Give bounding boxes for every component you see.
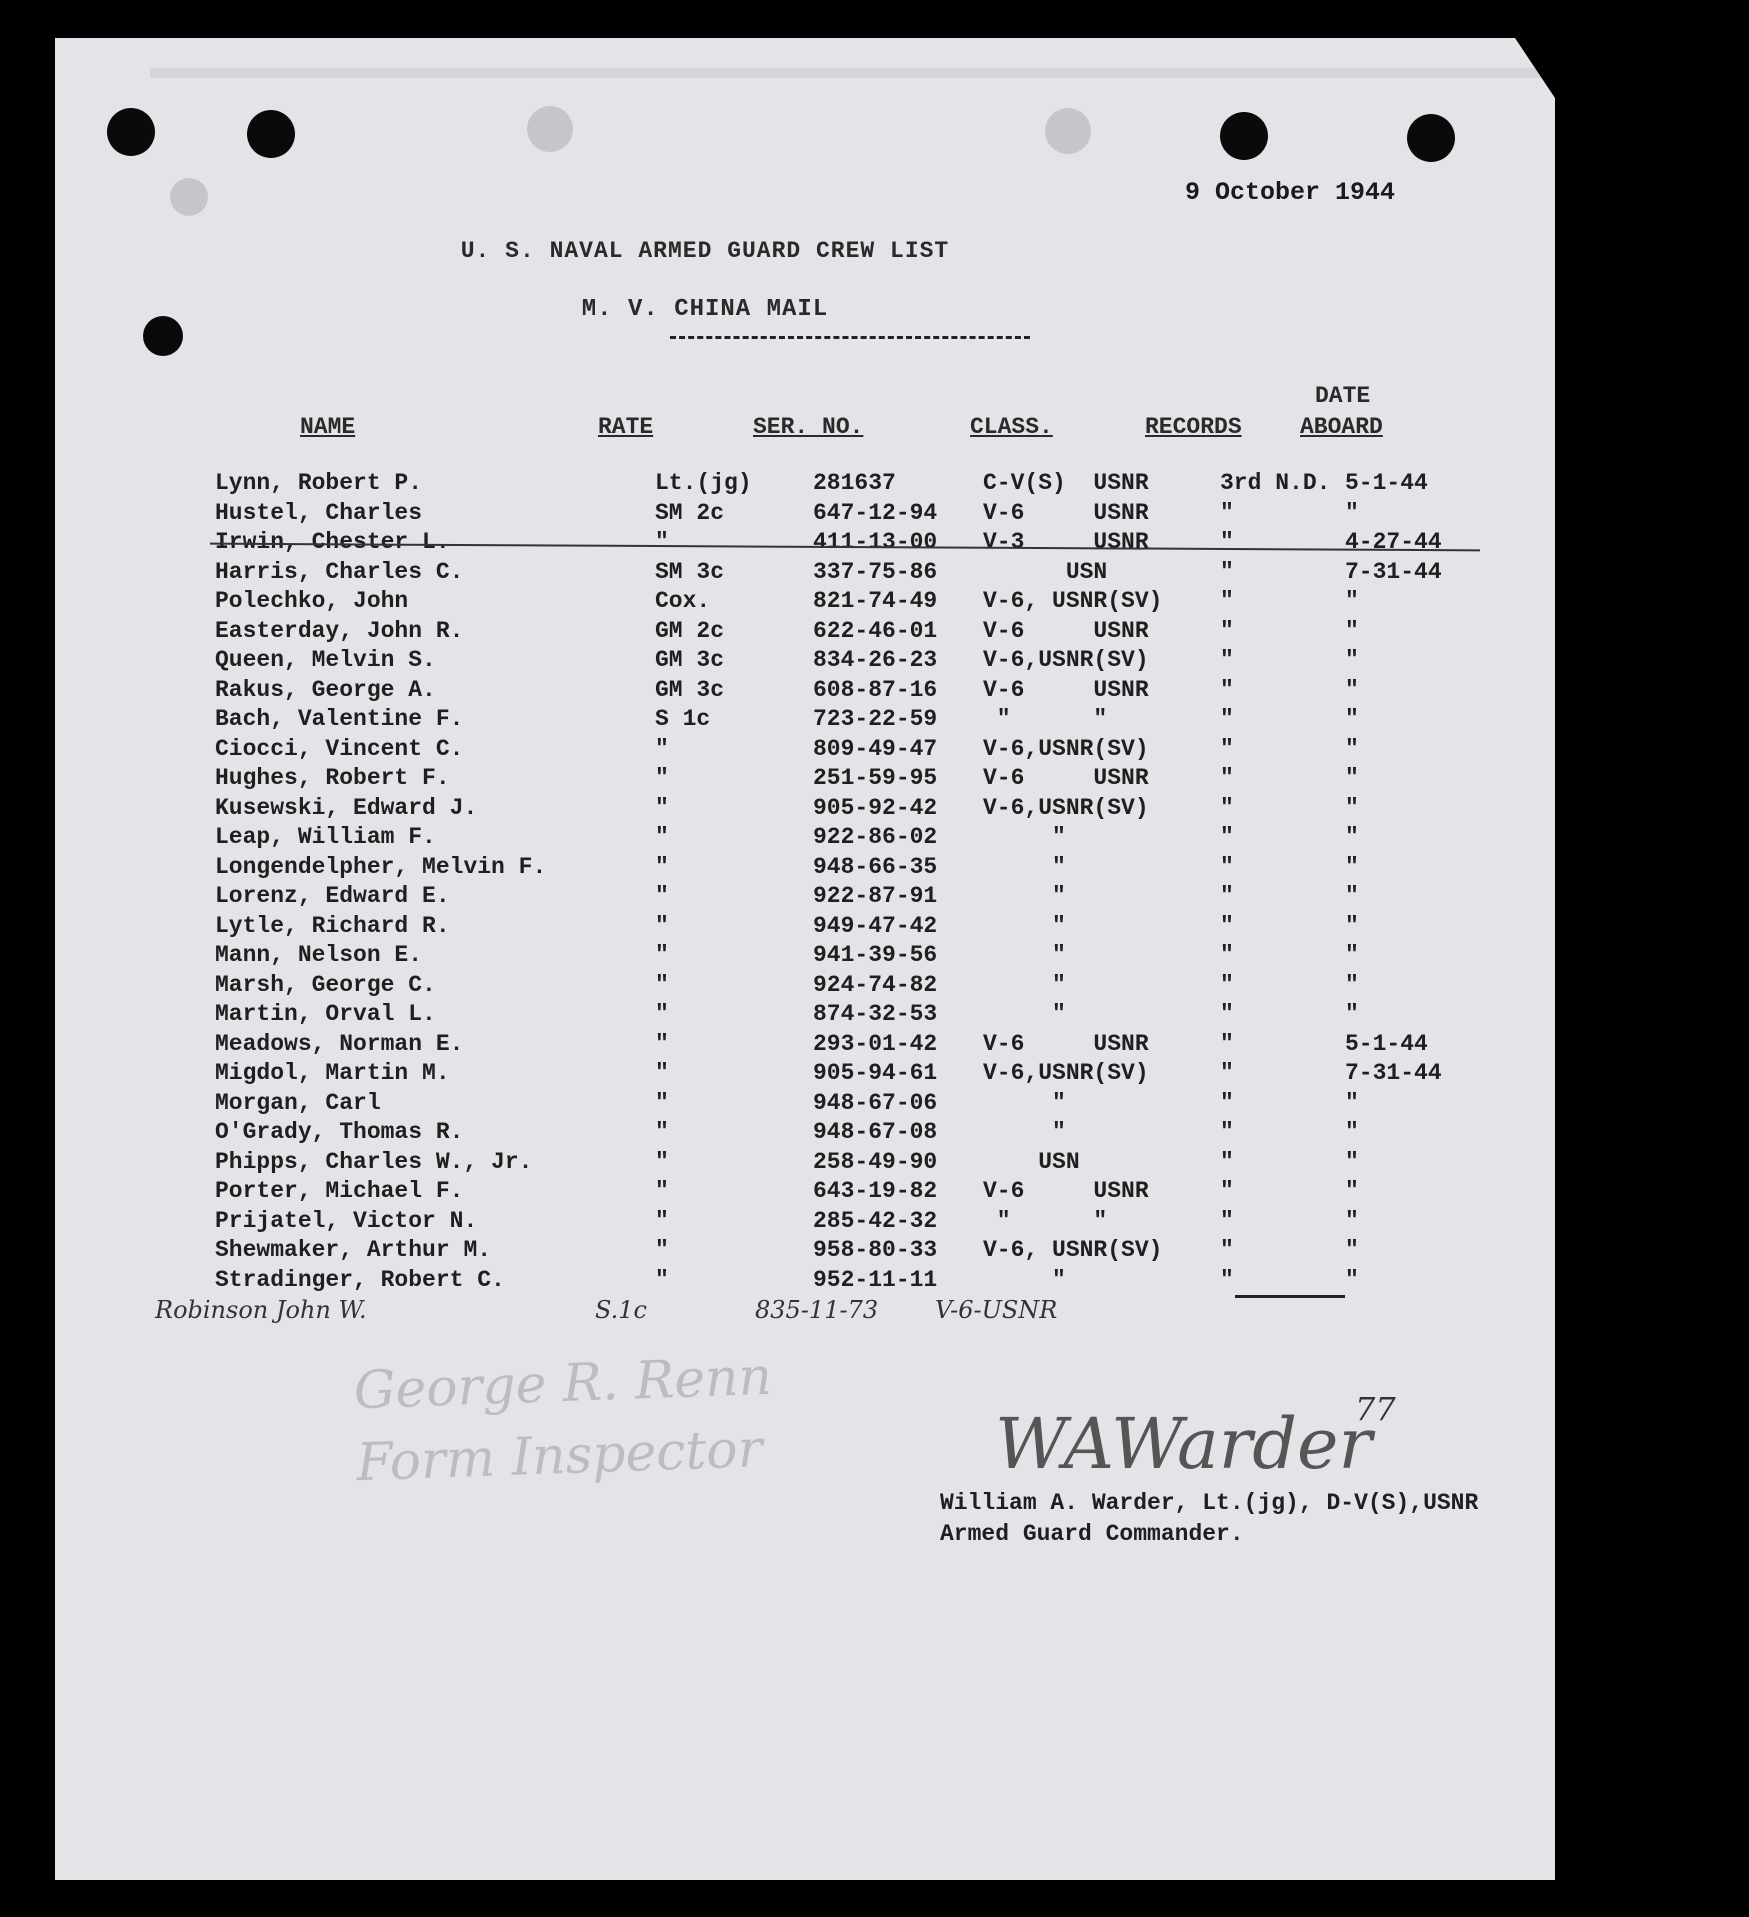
crew-ser-no: 834-26-23 [813, 647, 938, 673]
crew-ser-no: 922-86-02 [813, 824, 938, 850]
crew-rate: " [655, 1148, 669, 1175]
crew-name: Mann, Nelson E. [215, 942, 423, 968]
crew-date-aboard: 4-27-44 [1345, 529, 1442, 555]
table-row [55, 618, 1555, 648]
table-row [55, 1237, 1555, 1267]
crew-date-aboard: " [1345, 1237, 1359, 1263]
punch-hole [1220, 112, 1268, 160]
crew-rate: GM 3c [655, 676, 725, 703]
crew-class: " [983, 824, 1066, 850]
crew-class: V-6,USNR(SV) [983, 647, 1149, 673]
crew-date-aboard: " [1345, 912, 1359, 939]
crew-name: Meadows, Norman E. [215, 1030, 464, 1057]
document-date: 9 October 1944 [1185, 178, 1396, 207]
handwritten-ser-no: 835-11-73 [755, 1296, 879, 1324]
crew-rate: " [655, 912, 669, 939]
faint-punch-hole [1045, 108, 1091, 154]
crew-date-aboard: " [1345, 499, 1359, 526]
table-row [55, 942, 1555, 972]
header-ser-no: SER. NO. [753, 414, 864, 440]
crew-rate: " [655, 1237, 669, 1263]
table-row [55, 1119, 1555, 1149]
handwritten-class: V-6-USNR [935, 1296, 1058, 1324]
crew-class: " " [983, 1207, 1108, 1234]
crew-rate: SM 2c [655, 499, 725, 526]
crew-class: " [983, 912, 1066, 939]
crew-ser-no: 949-47-42 [813, 912, 938, 939]
crew-ser-no: 251-59-95 [813, 765, 938, 791]
crew-class: " [983, 1001, 1066, 1027]
crew-date-aboard: 5-1-44 [1345, 1030, 1428, 1057]
crew-records: " [1220, 499, 1234, 526]
crew-date-aboard: 7-31-44 [1345, 1060, 1442, 1086]
crew-class: V-6 USNR [983, 1178, 1149, 1204]
crew-records: " [1220, 1266, 1234, 1293]
crew-records: " [1220, 1030, 1234, 1057]
crew-records: " [1220, 1178, 1234, 1204]
crew-date-aboard: " [1345, 942, 1359, 968]
crew-class: " [983, 853, 1066, 880]
crew-date-aboard: " [1345, 883, 1359, 909]
crew-ser-no: 821-74-49 [813, 588, 938, 614]
handwritten-name: Robinson John W. [155, 1296, 367, 1324]
crew-rate: GM 3c [655, 647, 725, 673]
crew-ser-no: 258-49-90 [813, 1148, 938, 1175]
crew-date-aboard: " [1345, 617, 1359, 644]
crew-name: O'Grady, Thomas R. [215, 1119, 464, 1145]
crew-ser-no: 874-32-53 [813, 1001, 938, 1027]
crew-name: Ciocci, Vincent C. [215, 735, 464, 762]
crew-rate: " [655, 1178, 669, 1204]
crew-ser-no: 643-19-82 [813, 1178, 938, 1204]
header-records: RECORDS [1145, 414, 1242, 440]
crew-rate: " [655, 1119, 669, 1145]
crew-date-aboard: " [1345, 1178, 1359, 1204]
crew-date-aboard: " [1345, 706, 1359, 732]
crew-rate: SM 3c [655, 558, 725, 585]
crew-rate: " [655, 529, 669, 555]
records-dash-line [1235, 1295, 1345, 1298]
paper-top-strip [150, 68, 1555, 78]
crew-date-aboard: " [1345, 1001, 1359, 1027]
crew-class: " [983, 883, 1066, 909]
crew-records: " [1220, 706, 1234, 732]
crew-ser-no: 647-12-94 [813, 499, 938, 526]
crew-rate: " [655, 883, 669, 909]
table-row [55, 1267, 1555, 1297]
table-row [55, 677, 1555, 707]
crew-date-aboard: " [1345, 853, 1359, 880]
crew-name: Lorenz, Edward E. [215, 883, 450, 909]
crew-name: Lytle, Richard R. [215, 912, 450, 939]
crew-date-aboard: " [1345, 647, 1359, 673]
crew-records: " [1220, 1237, 1234, 1263]
crew-class: V-6 USNR [983, 765, 1149, 791]
crew-name: Morgan, Carl [215, 1089, 381, 1116]
crew-name: Phipps, Charles W., Jr. [215, 1148, 533, 1175]
crew-date-aboard: " [1345, 735, 1359, 762]
table-row [55, 559, 1555, 589]
crew-records: " [1220, 853, 1234, 880]
crew-class: V-3 USNR [983, 529, 1149, 555]
inspector-title: Form Inspector [355, 1419, 764, 1494]
inspector-name: George R. Renn [352, 1346, 773, 1422]
crew-records: " [1220, 1119, 1234, 1145]
crew-name: Kusewski, Edward J. [215, 794, 478, 821]
crew-list-page [55, 38, 1555, 1880]
table-row [55, 883, 1555, 913]
crew-records: " [1220, 971, 1234, 998]
crew-records: " [1220, 735, 1234, 762]
table-row [55, 1208, 1555, 1238]
crew-date-aboard: " [1345, 765, 1359, 791]
table-row [55, 1149, 1555, 1179]
crew-ser-no: 952-11-11 [813, 1266, 938, 1293]
crew-name: Porter, Michael F. [215, 1178, 464, 1204]
table-row [55, 913, 1555, 943]
table-row [55, 854, 1555, 884]
commander-title: Armed Guard Commander. [940, 1521, 1244, 1547]
ship-name: M. V. CHINA MAIL [581, 296, 829, 323]
crew-ser-no: 905-92-42 [813, 794, 938, 821]
table-row [55, 1090, 1555, 1120]
crew-date-aboard: " [1345, 1266, 1359, 1293]
table-row [55, 529, 1555, 559]
table-row [55, 500, 1555, 530]
crew-class: V-6,USNR(SV) [983, 735, 1149, 762]
crew-rate: " [655, 735, 669, 762]
crew-class: V-6 USNR [983, 676, 1149, 703]
table-row [55, 1178, 1555, 1208]
crew-ser-no: 281637 [813, 470, 896, 496]
crew-rate: " [655, 1089, 669, 1116]
crew-name: Migdol, Martin M. [215, 1060, 450, 1086]
crew-records: " [1220, 1060, 1234, 1086]
header-date-aboard: ABOARD [1300, 414, 1383, 440]
table-row [55, 972, 1555, 1002]
crew-records: " [1220, 912, 1234, 939]
title-underline [670, 336, 1030, 339]
crew-records: " [1220, 647, 1234, 673]
crew-ser-no: 293-01-42 [813, 1030, 938, 1057]
crew-ser-no: 948-67-08 [813, 1119, 938, 1145]
crew-class: V-6, USNR(SV) [983, 1237, 1163, 1263]
crew-ser-no: 411-13-00 [813, 529, 938, 555]
table-row [55, 1001, 1555, 1031]
crew-name: Polechko, John [215, 588, 409, 614]
punch-hole [247, 110, 295, 158]
crew-records: " [1220, 1001, 1234, 1027]
crew-ser-no: 941-39-56 [813, 942, 938, 968]
signature-number: 77 [1355, 1390, 1396, 1428]
crew-ser-no: 285-42-32 [813, 1207, 938, 1234]
crew-rate: " [655, 971, 669, 998]
crew-class: V-6, USNR(SV) [983, 588, 1163, 614]
crew-date-aboard: 7-31-44 [1345, 558, 1442, 585]
crew-name: Martin, Orval L. [215, 1001, 436, 1027]
handwritten-row [55, 1296, 1555, 1336]
commander-name: William A. Warder, Lt.(jg), D-V(S),USNR [940, 1490, 1479, 1516]
crew-records: " [1220, 794, 1234, 821]
faint-punch-hole [527, 106, 573, 152]
table-row [55, 1031, 1555, 1061]
table-row [55, 824, 1555, 854]
crew-records: 3rd N.D. [1220, 470, 1331, 496]
crew-records: " [1220, 558, 1234, 585]
crew-ser-no: 622-46-01 [813, 617, 938, 644]
crew-records: " [1220, 617, 1234, 644]
commander-signature: WAWarder [995, 1403, 1372, 1485]
crew-date-aboard: " [1345, 794, 1359, 821]
crew-class: " [983, 1089, 1066, 1116]
crew-name: Hustel, Charles [215, 499, 423, 526]
crew-records: " [1220, 676, 1234, 703]
crew-class: USN [983, 1148, 1080, 1175]
crew-class: " [983, 971, 1066, 998]
crew-class: USN [983, 558, 1108, 585]
crew-date-aboard: " [1345, 824, 1359, 850]
crew-ser-no: 948-66-35 [813, 853, 938, 880]
header-name: NAME [300, 414, 356, 440]
crew-rate: " [655, 1001, 669, 1027]
crew-name: Irwin, Chester L. [215, 529, 450, 555]
crew-records: " [1220, 824, 1234, 850]
crew-rate: " [655, 1207, 669, 1234]
crew-rate: " [655, 1266, 669, 1293]
table-row [55, 588, 1555, 618]
crew-name: Lynn, Robert P. [215, 470, 423, 496]
crew-date-aboard: " [1345, 1148, 1359, 1175]
crew-class: V-6,USNR(SV) [983, 1060, 1149, 1086]
crew-rate: " [655, 1030, 669, 1057]
table-row [55, 765, 1555, 795]
crew-name: Prijatel, Victor N. [215, 1207, 478, 1234]
crew-name: Bach, Valentine F. [215, 706, 464, 732]
crew-class: " [983, 942, 1066, 968]
crew-ser-no: 924-74-82 [813, 971, 938, 998]
crew-name: Marsh, George C. [215, 971, 436, 998]
crew-name: Harris, Charles C. [215, 558, 464, 585]
crew-class: V-6 USNR [983, 617, 1149, 644]
punch-hole [107, 108, 155, 156]
crew-name: Longendelpher, Melvin F. [215, 853, 547, 880]
crew-rate: " [655, 765, 669, 791]
crew-name: Hughes, Robert F. [215, 765, 450, 791]
crew-ser-no: 905-94-61 [813, 1060, 938, 1086]
crew-date-aboard: " [1345, 971, 1359, 998]
crew-rate: " [655, 794, 669, 821]
document-title: U. S. NAVAL ARMED GUARD CREW LIST [460, 238, 950, 264]
crew-records: " [1220, 588, 1234, 614]
crew-name: Rakus, George A. [215, 676, 436, 703]
crew-records: " [1220, 1089, 1234, 1116]
inspector-signature [353, 1341, 776, 1500]
crew-class: V-6,USNR(SV) [983, 794, 1149, 821]
table-row [55, 470, 1555, 500]
handwritten-rate: S.1c [595, 1296, 647, 1324]
table-row [55, 706, 1555, 736]
crew-ser-no: 958-80-33 [813, 1237, 938, 1263]
crew-rate: " [655, 942, 669, 968]
crew-name: Stradinger, Robert C. [215, 1266, 505, 1293]
crew-ser-no: 608-87-16 [813, 676, 938, 703]
crew-class: C-V(S) USNR [983, 470, 1149, 496]
crew-date-aboard: " [1345, 1207, 1359, 1234]
faint-punch-hole [170, 178, 208, 216]
crew-ser-no: 809-49-47 [813, 735, 938, 762]
header-class: CLASS. [970, 414, 1053, 440]
crew-ser-no: 922-87-91 [813, 883, 938, 909]
crew-name: Shewmaker, Arthur M. [215, 1237, 492, 1263]
crew-rate: Cox. [655, 588, 711, 614]
crew-date-aboard: 5-1-44 [1345, 470, 1428, 496]
crew-class: V-6 USNR [983, 1030, 1149, 1057]
crew-class: V-6 USNR [983, 499, 1149, 526]
crew-records: " [1220, 529, 1234, 555]
crew-ser-no: 337-75-86 [813, 558, 938, 585]
crew-rate: GM 2c [655, 617, 725, 644]
crew-records: " [1220, 942, 1234, 968]
crew-date-aboard: " [1345, 1119, 1359, 1145]
crew-name: Easterday, John R. [215, 617, 464, 644]
crew-class: " [983, 1119, 1066, 1145]
crew-class: " " [983, 706, 1108, 732]
crew-date-aboard: " [1345, 676, 1359, 703]
crew-records: " [1220, 765, 1234, 791]
table-row [55, 647, 1555, 677]
punch-hole [1407, 114, 1455, 162]
table-row [55, 795, 1555, 825]
header-date-top: DATE [1315, 383, 1371, 409]
crew-records: " [1220, 1207, 1234, 1234]
table-row [55, 1060, 1555, 1090]
crew-rate: S 1c [655, 706, 711, 732]
crew-date-aboard: " [1345, 1089, 1359, 1116]
crew-records: " [1220, 1148, 1234, 1175]
crew-ser-no: 723-22-59 [813, 706, 938, 732]
crew-rate: " [655, 1060, 669, 1086]
crew-records: " [1220, 883, 1234, 909]
crew-name: Leap, William F. [215, 824, 436, 850]
crew-date-aboard: " [1345, 588, 1359, 614]
crew-class: " [983, 1266, 1066, 1293]
crew-name: Queen, Melvin S. [215, 647, 436, 673]
crew-rate: " [655, 853, 669, 880]
crew-table [55, 470, 1555, 1296]
header-rate: RATE [598, 414, 654, 440]
crew-rate: Lt.(jg) [655, 470, 752, 496]
crew-ser-no: 948-67-06 [813, 1089, 938, 1116]
crew-rate: " [655, 824, 669, 850]
table-row [55, 736, 1555, 766]
